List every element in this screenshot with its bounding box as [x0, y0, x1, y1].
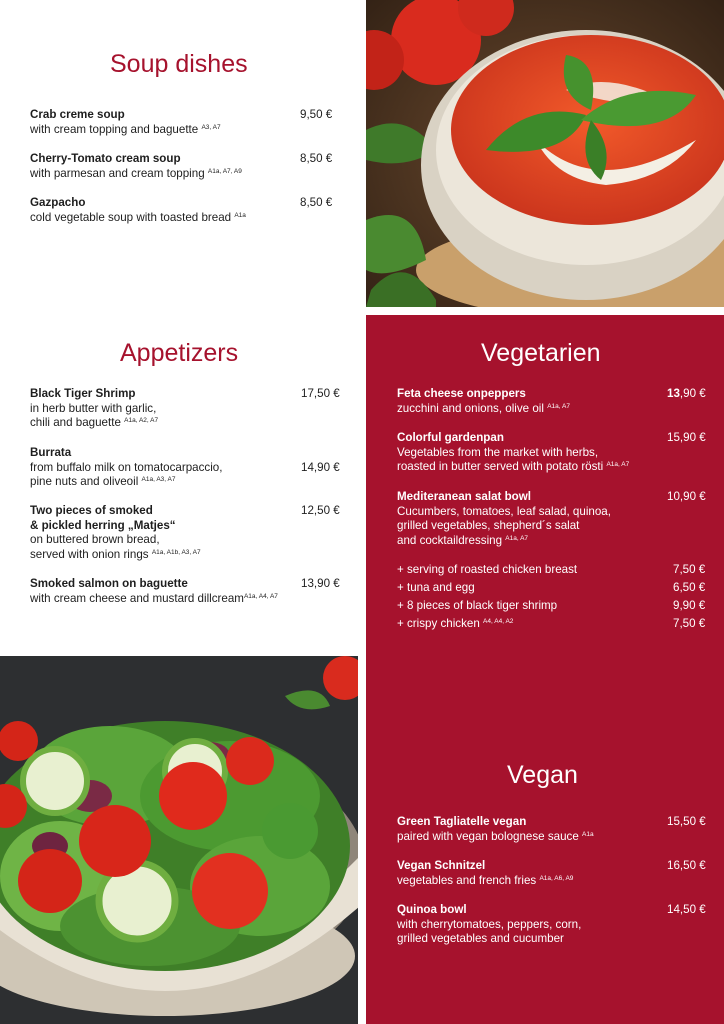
addon-label: + 8 pieces of black tiger shrimp [397, 599, 558, 612]
item-name: Colorful gardenpan [397, 431, 504, 444]
addon-label: + serving of roasted chicken breast [397, 563, 578, 576]
item-price: 12,50 € [301, 504, 340, 517]
addon-item [397, 599, 709, 613]
addon-price: 7,50 € [673, 617, 706, 630]
item-price: 13,90 € [301, 577, 340, 590]
item-description: with cream topping and baguette $^{A3, A7}$ [30, 122, 221, 136]
item-description: vegetables and french fries $^{A1a, A6, A9}$ [397, 873, 574, 887]
menu-item [30, 577, 342, 606]
item-description: zucchini and onions, olive oil $^{A1a, A7}$ [397, 401, 570, 415]
allergen-codes: A1a, A7, A9 [207, 167, 242, 175]
item-name: & pickled herring „Matjes“ [30, 518, 176, 532]
menu-item [397, 859, 709, 888]
menu-item [30, 387, 342, 431]
allergen-codes: A1a, A7 [505, 534, 529, 542]
item-description: Vegetables from the market with herbs, [397, 445, 599, 459]
item-price: 15,50 € [667, 815, 706, 828]
addon-label: + tuna and egg [397, 581, 475, 594]
item-name: Feta cheese onpeppers [397, 387, 526, 400]
addon-price: 9,90 € [673, 599, 706, 612]
item-name: Two pieces of smoked [30, 504, 153, 517]
allergen-codes: A3, A7 [201, 123, 221, 131]
menu-item [30, 504, 342, 562]
item-name: Crab creme soup [30, 108, 125, 121]
item-price: 13,90 € [667, 387, 706, 400]
item-description: on buttered brown bread, [30, 533, 160, 547]
item-description: with parmesan and cream topping $^{A1a, A7, A9}$ [30, 166, 242, 180]
item-description: chili and baguette $^{A1a, A2, A7}$ [30, 416, 159, 430]
item-description: grilled vegetables and cucumber [397, 932, 564, 946]
salad-bowl-photo [0, 656, 358, 1024]
allergen-codes: A1a [582, 830, 594, 838]
item-description: pine nuts and oliveoil $^{A1a, A3, A7}$ [30, 475, 176, 489]
item-price: 8,50 € [300, 196, 333, 209]
allergen-codes: A1a, A6, A9 [539, 874, 574, 882]
allergen-codes: A1a, A4, A7 [243, 592, 278, 600]
item-name: Black Tiger Shrimp [30, 387, 136, 400]
item-description: in herb butter with garlic, [30, 401, 157, 415]
item-name: Mediteranean salat bowl [397, 490, 532, 503]
item-description: served with onion rings $^{A1a, A1b, A3, A7}$ [30, 547, 201, 561]
allergen-codes: A1a, A7 [606, 461, 630, 469]
item-price: 8,50 € [300, 152, 333, 165]
menu-item [397, 431, 709, 475]
menu-item [397, 903, 709, 947]
menu-item [397, 490, 709, 548]
section-title-vegetarian: Vegetarien [481, 339, 601, 367]
section-title-soup: Soup dishes [110, 50, 248, 78]
item-price: 15,90 € [667, 431, 706, 444]
allergen-codes: A1a, A3, A7 [141, 476, 176, 484]
menu-item [30, 152, 335, 181]
menu-item [30, 446, 342, 490]
item-price: 14,90 € [301, 461, 340, 474]
menu-item [30, 196, 335, 225]
item-price: 10,90 € [667, 490, 706, 503]
item-price: 17,50 € [301, 387, 340, 400]
addon-item [397, 563, 709, 577]
item-description: grilled vegetables, shepherd´s salat [397, 519, 580, 533]
item-description: paired with vegan bolognese sauce $^{A1a}$ [397, 829, 594, 843]
allergen-codes: A1a [234, 211, 246, 219]
addon-price: 6,50 € [673, 581, 706, 594]
allergen-codes: A4, A4, A2 [483, 618, 514, 625]
item-description: cold vegetable soup with toasted bread $^{A1a}$ [30, 210, 246, 224]
item-name: Gazpacho [30, 196, 86, 209]
item-name: Cherry-Tomato cream soup [30, 152, 181, 165]
allergen-codes: A1a, A7 [547, 402, 570, 410]
item-name: Vegan Schnitzel [397, 859, 486, 872]
section-title-appetizers: Appetizers [120, 339, 239, 367]
item-description: roasted in butter served with potato rösti $^{A1a, A7}$ [397, 460, 630, 474]
item-name: Smoked salmon on baguette [30, 577, 188, 590]
menu-item [30, 108, 335, 137]
item-description: and cocktaildressing $^{A1a, A7}$ [397, 533, 529, 547]
section-title-vegan: Vegan [507, 761, 578, 789]
tomato-soup-photo [366, 0, 724, 307]
addon-price: 7,50 € [673, 563, 706, 576]
item-name: Green Tagliatelle vegan [397, 815, 527, 828]
allergen-codes: A1a, A2, A7 [124, 417, 159, 425]
menu-item [397, 387, 709, 416]
item-description: Cucumbers, tomatoes, leaf salad, quinoa, [397, 504, 611, 518]
item-name: Burrata [30, 446, 72, 459]
menu-item [397, 815, 709, 844]
addon-item [397, 581, 709, 595]
item-description: with cream cheese and mustard dillcream$^{A1a, A4, A7}$ [30, 591, 278, 605]
allergen-codes: A1a, A1b, A3, A7 [151, 548, 201, 556]
addon-item [397, 617, 709, 631]
item-price: 16,50 € [667, 859, 706, 872]
item-description: with cherrytomatoes, peppers, corn, [397, 917, 582, 931]
addon-label: + crispy chicken $^{A4, A4, A2}$ [397, 617, 514, 630]
item-name: Quinoa bowl [397, 903, 467, 916]
item-description: from buffalo milk on tomatocarpaccio, [30, 460, 223, 474]
item-price: 9,50 € [300, 108, 333, 121]
item-price: 14,50 € [667, 903, 706, 916]
